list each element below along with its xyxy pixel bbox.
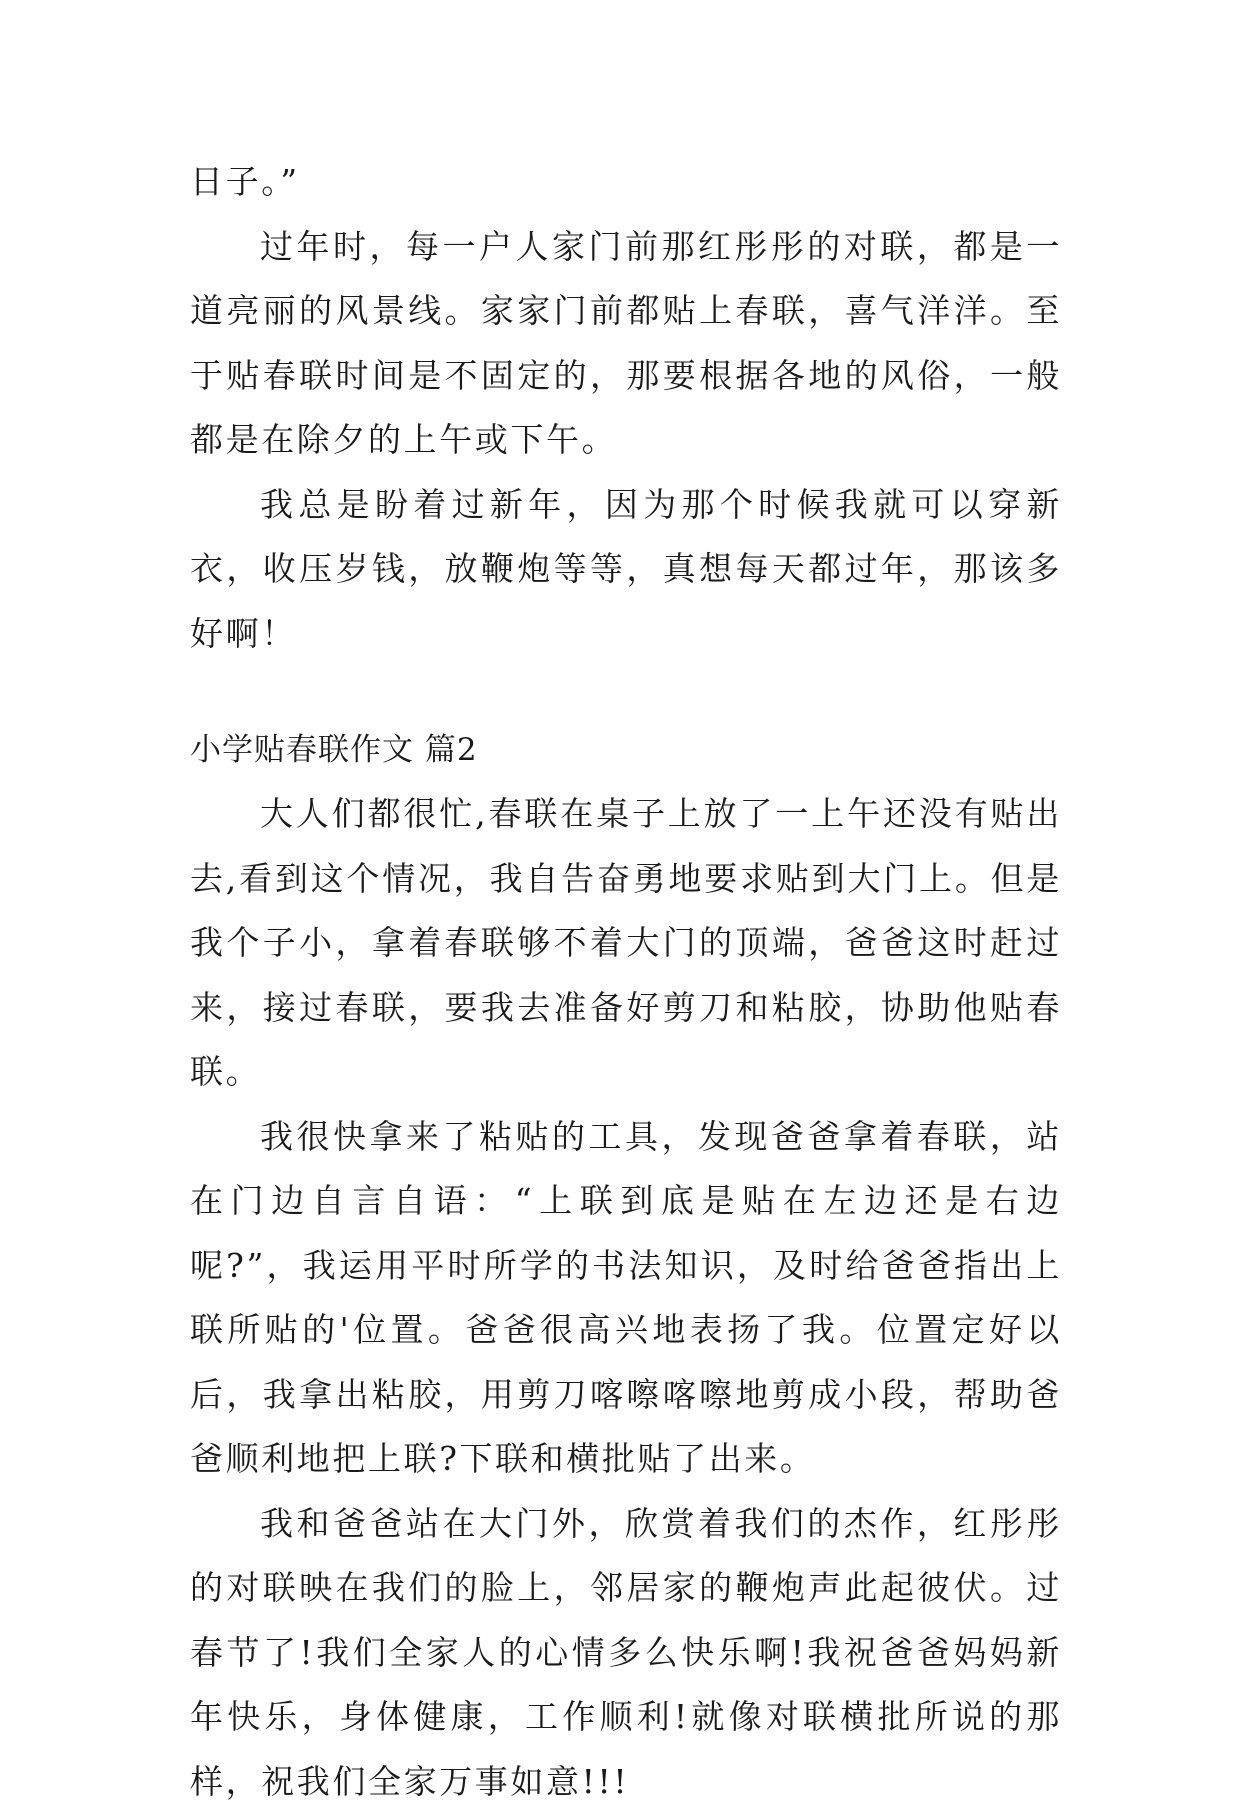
paragraph-couplets-scenery: 过年时，每一户人家门前那红彤彤的对联，都是一道亮丽的风景线。家家门前都贴上春联，喜气洋洋。至于贴春联时间是不固定的，那要根据各地的风俗，一般都是在除夕的上午或下午。 — [190, 215, 1062, 473]
paragraph-continuation: 日子。” — [190, 150, 1062, 215]
paragraph-admiring-work: 我和爸爸站在大门外，欣赏着我们的杰作，红彤彤的对联映在我们的脸上，邻居家的鞭炮声此起彼伏。过春节了!我们全家人的心情多么快乐啊!我祝爸爸妈妈新年快乐，身体健康，工作顺利!就像对联横批所说的那样，祝我们全家万事如意!!! — [190, 1492, 1062, 1814]
section-gap — [190, 666, 1062, 718]
section-heading: 小学贴春联作文 篇2 — [190, 718, 1062, 782]
document-body — [190, 150, 1062, 1814]
paragraph-new-year-wish: 我总是盼着过新年，因为那个时候我就可以穿新衣，收压岁钱，放鞭炮等等，真想每天都过年，那该多好啊！ — [190, 473, 1062, 667]
paragraph-adults-busy: 大人们都很忙,春联在桌子上放了一上午还没有贴出去,看到这个情况，我自告奋勇地要求贴到大门上。但是我个子小，拿着春联够不着大门的顶端，爸爸这时赶过来，接过春联，要我去准备好剪刀和粘胶，协助他贴春联。 — [190, 782, 1062, 1105]
paragraph-posting-couplets: 我很快拿来了粘贴的工具，发现爸爸拿着春联，站在门边自言自语：“上联到底是贴在左边还是右边呢?”，我运用平时所学的书法知识，及时给爸爸指出上联所贴的'位置。爸爸很高兴地表扬了我。位置定好以后，我拿出粘胶，用剪刀喀嚓喀嚓地剪成小段，帮助爸爸顺利地把上联?下联和横批贴了出来。 — [190, 1105, 1062, 1492]
